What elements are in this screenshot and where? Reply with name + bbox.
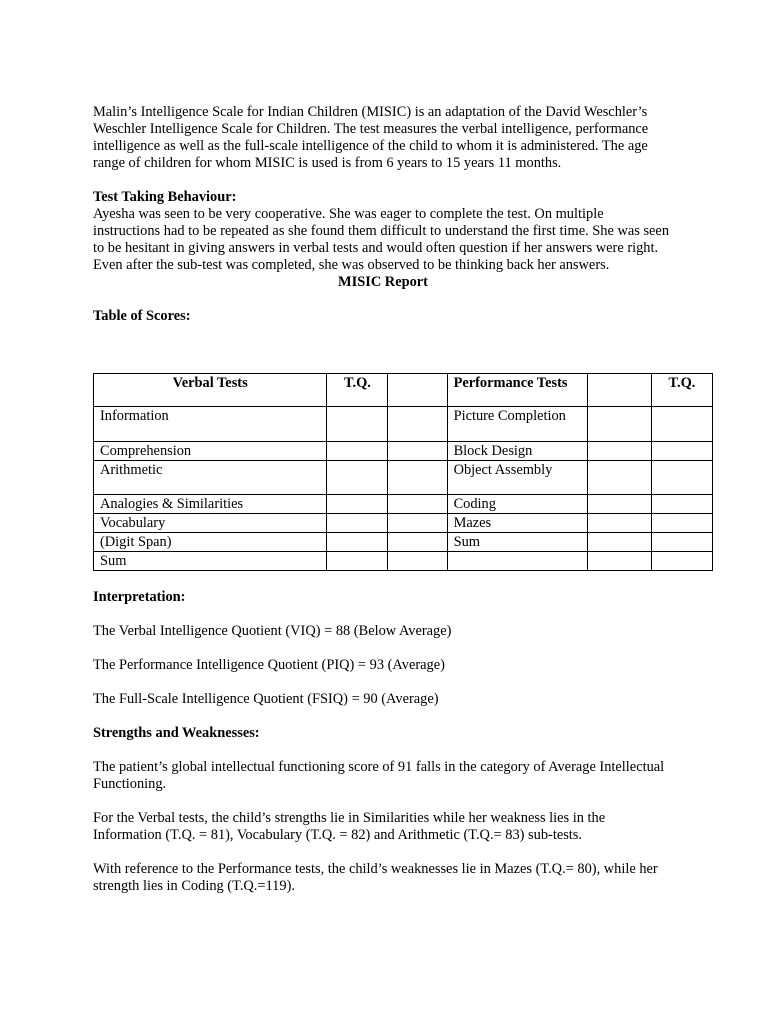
header-tq-verbal: T.Q. [327,374,388,407]
viq-line: The Verbal Intelligence Quotient (VIQ) = 88 (Below Average) [93,623,452,639]
piq-line: The Performance Intelligence Quotient (PIQ) = 93 (Average) [93,657,445,673]
cell-tq [651,461,712,495]
header-blank [388,374,447,407]
cell-verbal-test: Arithmetic [94,461,327,495]
cell-blank [388,514,447,533]
cell-tq [327,442,388,461]
table-header-row [94,374,713,407]
cell-tq [651,407,712,442]
table-row [94,514,713,533]
table-row [94,533,713,552]
strengths-paragraph-2: For the Verbal tests, the child’s strengths lie in Similarities while her weakness lies in the Information (T.Q. = 81), Vocabulary (T.Q. = 82) and Arithmetic (T.Q.= 83) sub-tests. [93,810,606,843]
cell-tq [327,407,388,442]
cell-tq [651,514,712,533]
header-verbal-tests: Verbal Tests [94,374,327,407]
cell-performance-test: Object Assembly [447,461,587,495]
cell-blank [388,495,447,514]
cell-blank [587,514,651,533]
cell-tq [651,442,712,461]
cell-blank [388,552,447,571]
cell-verbal-test: Analogies & Similarities [94,495,327,514]
cell-tq [327,461,388,495]
cell-performance-test: Picture Completion [447,407,587,442]
behaviour-heading: Test Taking Behaviour: [93,189,237,205]
interpretation-heading: Interpretation: [93,589,186,605]
table-row [94,461,713,495]
cell-verbal-test: Information [94,407,327,442]
document-bottom [93,589,673,912]
fsiq-line: The Full-Scale Intelligence Quotient (FSIQ) = 90 (Average) [93,691,439,707]
table-row [94,442,713,461]
cell-performance-test: Coding [447,495,587,514]
cell-blank [587,407,651,442]
cell-blank [388,533,447,552]
scores-table [93,373,713,571]
cell-tq [327,552,388,571]
document-top [93,104,673,325]
report-title: MISIC Report [338,274,428,290]
cell-verbal-sum-label: Sum [94,552,327,571]
table-row [94,407,713,442]
cell-verbal-test: Vocabulary [94,514,327,533]
cell-tq [651,533,712,552]
cell-blank [388,407,447,442]
cell-verbal-test: Comprehension [94,442,327,461]
table-row [94,552,713,571]
table-heading: Table of Scores: [93,308,191,324]
cell-tq [327,533,388,552]
cell-performance-test: Mazes [447,514,587,533]
header-performance-tests: Performance Tests [447,374,587,407]
cell-tq [327,495,388,514]
behaviour-paragraph: Ayesha was seen to be very cooperative. She was eager to complete the test. On multiple instructions had to be repeated as she found them difficult to understand the first time. She was seen to be hesitant in giving answers in verbal tests and would often question if her answers were right. Even after the sub-test was completed, she was observed to be thinking back her answers. [93,206,670,273]
cell-blank [388,442,447,461]
cell-tq [651,552,712,571]
header-blank [587,374,651,407]
cell-tq [327,514,388,533]
strengths-paragraph-1: The patient’s global intellectual functioning score of 91 falls in the category of Average Intellectual Functioning. [93,759,665,792]
cell-tq [651,495,712,514]
cell-blank [587,495,651,514]
cell-blank [587,533,651,552]
cell-blank [587,552,651,571]
strengths-heading: Strengths and Weaknesses: [93,725,260,741]
header-tq-performance: T.Q. [651,374,712,407]
cell-blank [587,461,651,495]
cell-performance-test: Block Design [447,442,587,461]
intro-paragraph: Malin’s Intelligence Scale for Indian Children (MISIC) is an adaptation of the David Weschler’s Weschler Intelligence Scale for Children. The test measures the verbal intelligence, performance intelligence as well as the full-scale intelligence of the child to whom it is administered. The age range of children for whom MISIC is used is from 6 years to 15 years 11 months. [93,104,649,171]
cell-performance-sum-label: Sum [447,533,587,552]
cell-verbal-test: (Digit Span) [94,533,327,552]
cell-blank [587,442,651,461]
cell-blank [388,461,447,495]
table-row [94,495,713,514]
cell-performance-test [447,552,587,571]
strengths-paragraph-3: With reference to the Performance tests, the child’s weaknesses lie in Mazes (T.Q.= 80), while her strength lies in Coding (T.Q.=119). [93,861,658,894]
